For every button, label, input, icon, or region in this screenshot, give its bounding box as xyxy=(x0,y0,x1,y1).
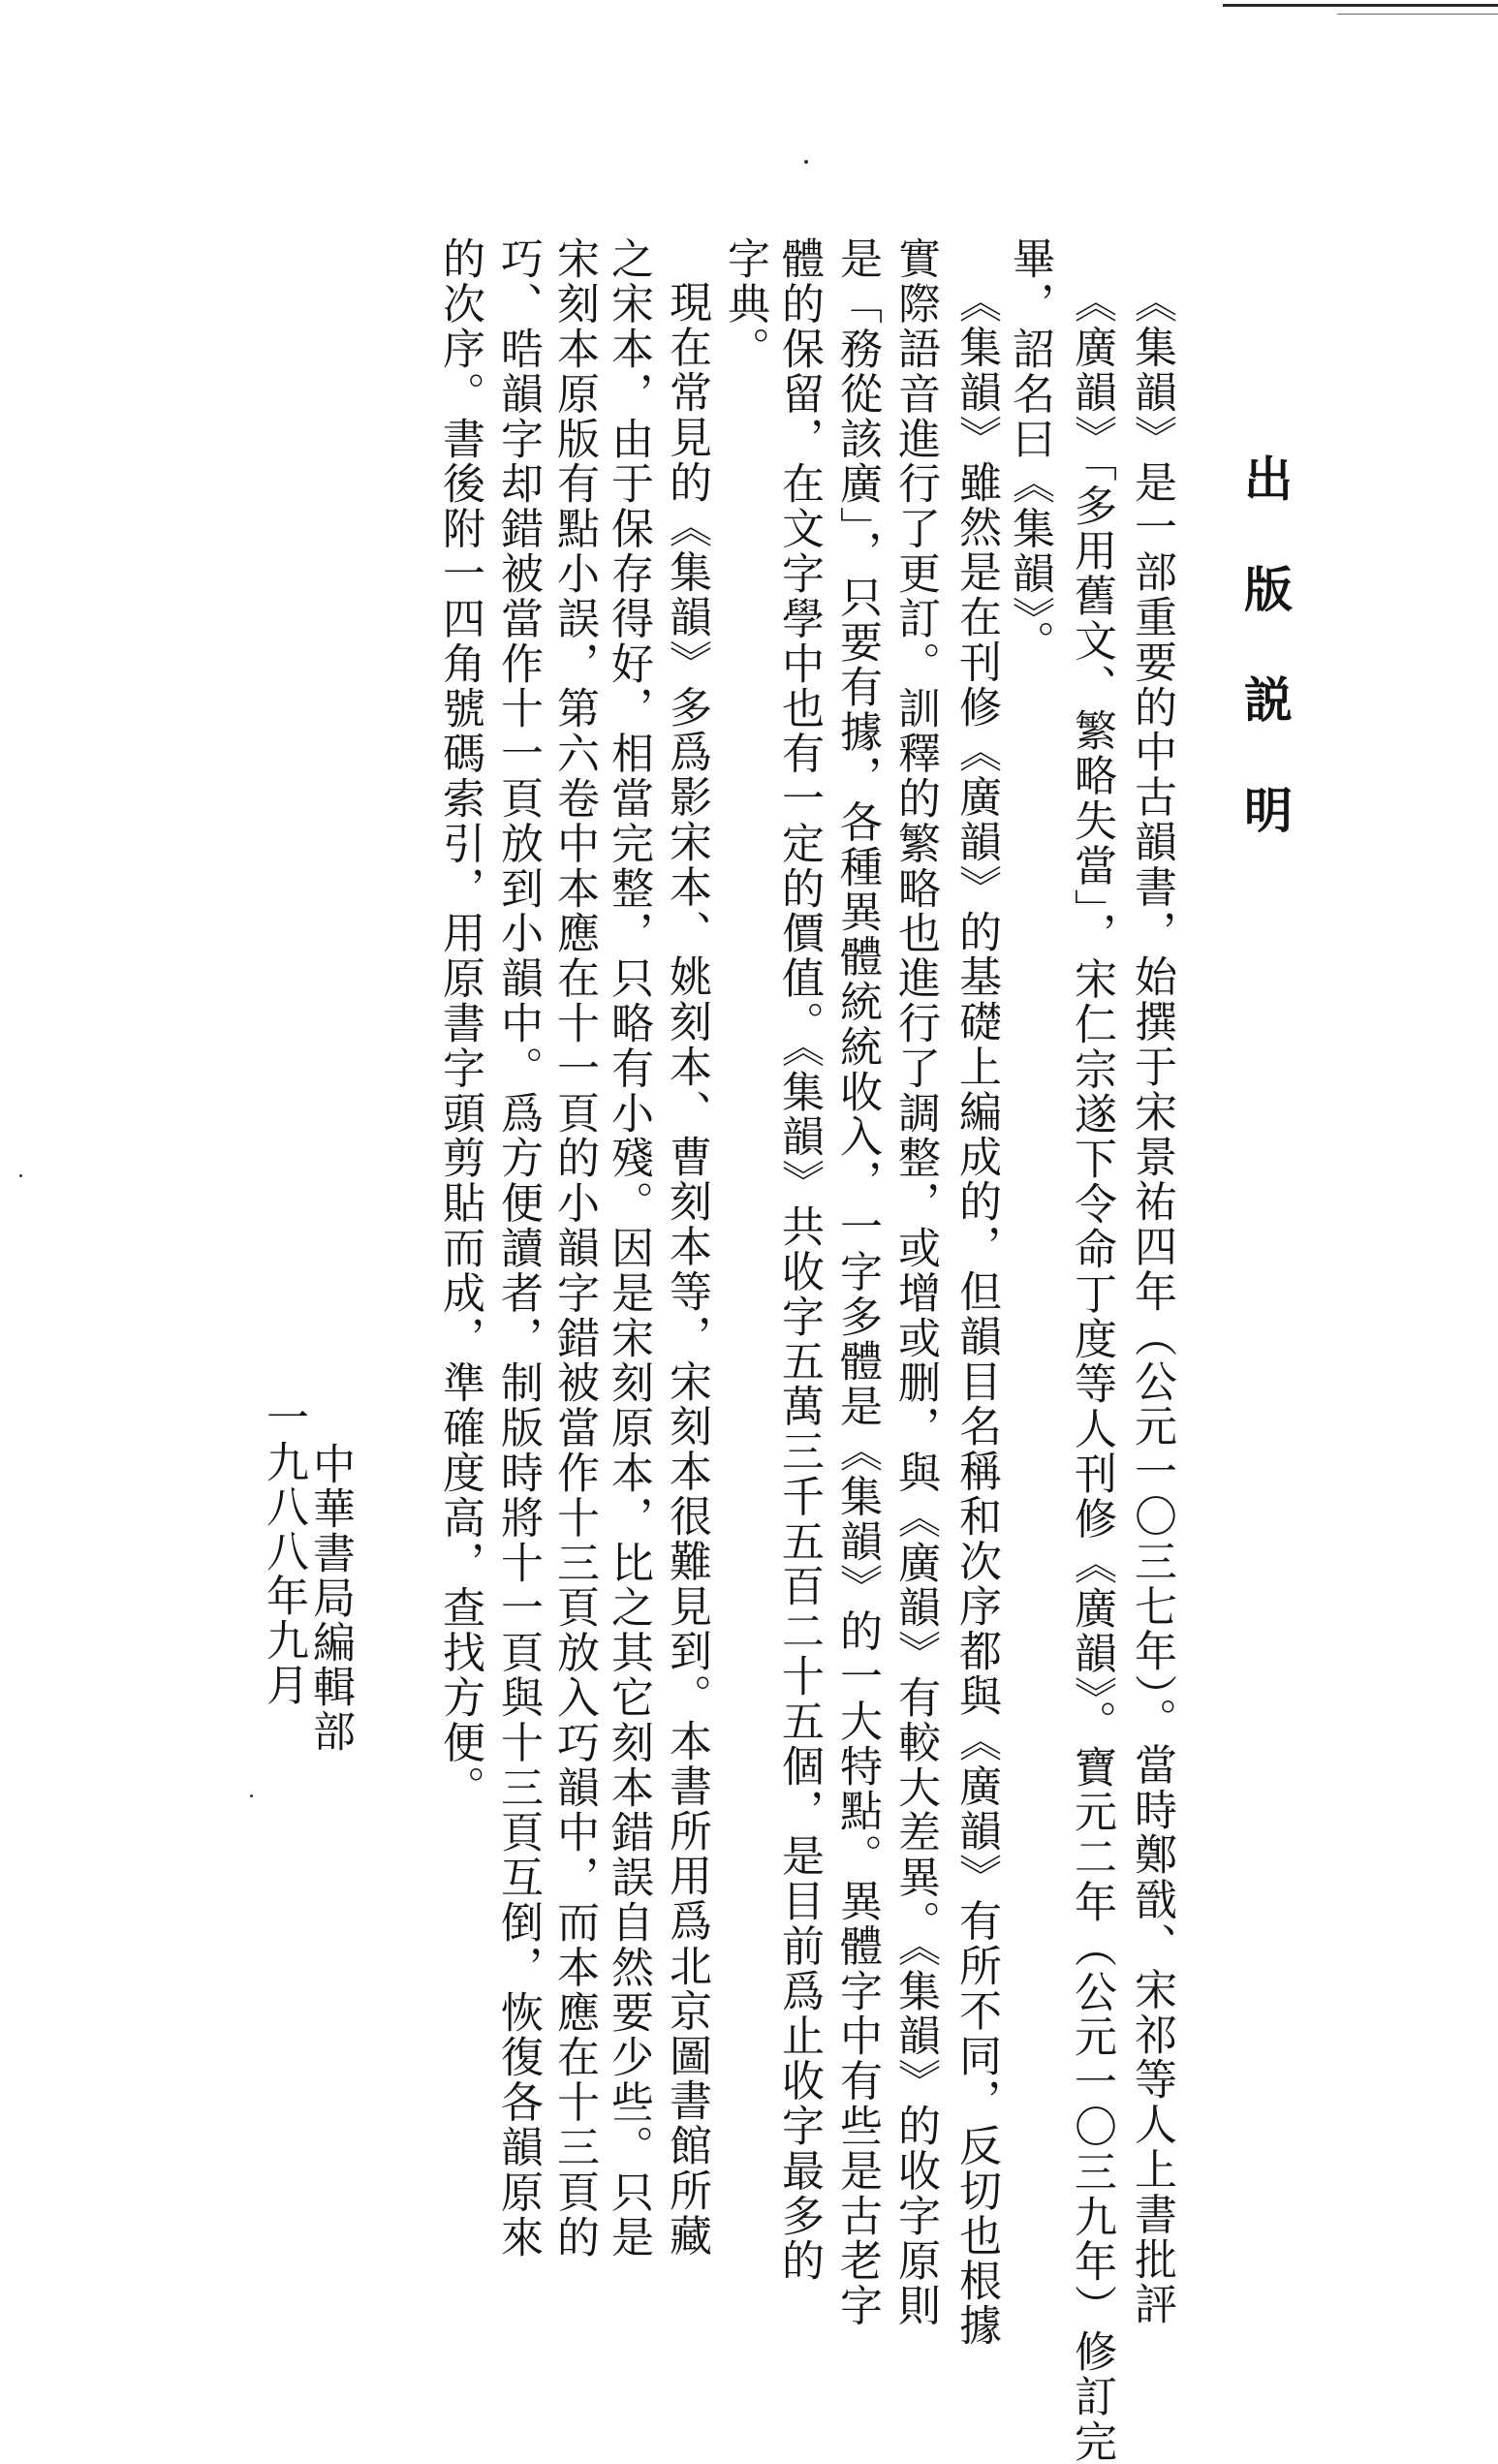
text-line-9: 現在常見的《集韻》多爲影宋本、姚刻本、曹刻本等，宋刻本很難見到。本書所用爲北京圖書館所藏 xyxy=(662,280,711,2259)
text-line-4: 《集韻》雖然是在刊修《廣韻》的基礎上編成的，但韻目名稱和次序都與《廣韻》有所不同，反切也根據 xyxy=(952,280,1001,2349)
publication-date: 一九八八年九月 xyxy=(259,1395,308,1707)
text-line-6: 是「務從該廣」，只要有據，各種異體統統收入，一字多體是《集韻》的一大特點。異體字中有些是古老字 xyxy=(832,236,882,2328)
text-line-12: 巧、晧韻字却錯被當作十一頁放到小韻中。爲方便讀者，制版時將十一頁與十三頁互倒，恢復各韻原來 xyxy=(493,236,543,2260)
scan-speck xyxy=(250,1794,253,1797)
text-line-13: 的次序。書後附一四角號碼索引，用原書字頭剪貼而成，準確度高，查找方便。 xyxy=(435,236,484,1810)
text-line-11: 宋刻本原版有點小誤，第六卷中本應在十一頁的小韻字錯被當作十三頁放入巧韻中，而本應在十三頁的 xyxy=(549,236,599,2260)
text-line-10: 之宋本，由于保存得好，相當完整，只略有小殘。因是宋刻原本，比之其它刻本錯誤自然要少些。只是 xyxy=(604,236,653,2260)
page-title: 出版説明 xyxy=(1236,453,1294,895)
text-line-2: 《廣韻》「多用舊文、繁略失當」，宋仁宗遂下令命丁度等人刊修《廣韻》。寶元二年（公元一〇三九年）修訂完 xyxy=(1067,280,1116,2464)
text-line-5: 實際語音進行了更訂。訓釋的繁略也進行了調整，或增或删，與《廣韻》有較大差異。《集韻》的收字原則 xyxy=(890,236,940,2328)
scan-edge-line-thin xyxy=(1337,14,1498,15)
scan-speck xyxy=(804,160,808,164)
text-line-8: 字典。 xyxy=(720,236,769,372)
scan-speck xyxy=(19,1174,22,1177)
text-line-1: 《集韻》是一部重要的中古韻書，始撰于宋景祐四年（公元一〇三七年）。當時鄭戩、宋祁等人上書批評 xyxy=(1127,280,1176,2327)
text-line-7: 體的保留，在文字學中也有一定的價值。《集韻》共收字五萬三千五百二十五個，是目前爲止收字最多的 xyxy=(774,236,824,2284)
text-line-3: 畢，詔名曰《集韻》。 xyxy=(1005,236,1054,665)
scan-edge-line xyxy=(1223,4,1498,7)
publisher-signature: 中華書局編輯部 xyxy=(305,1442,355,1754)
